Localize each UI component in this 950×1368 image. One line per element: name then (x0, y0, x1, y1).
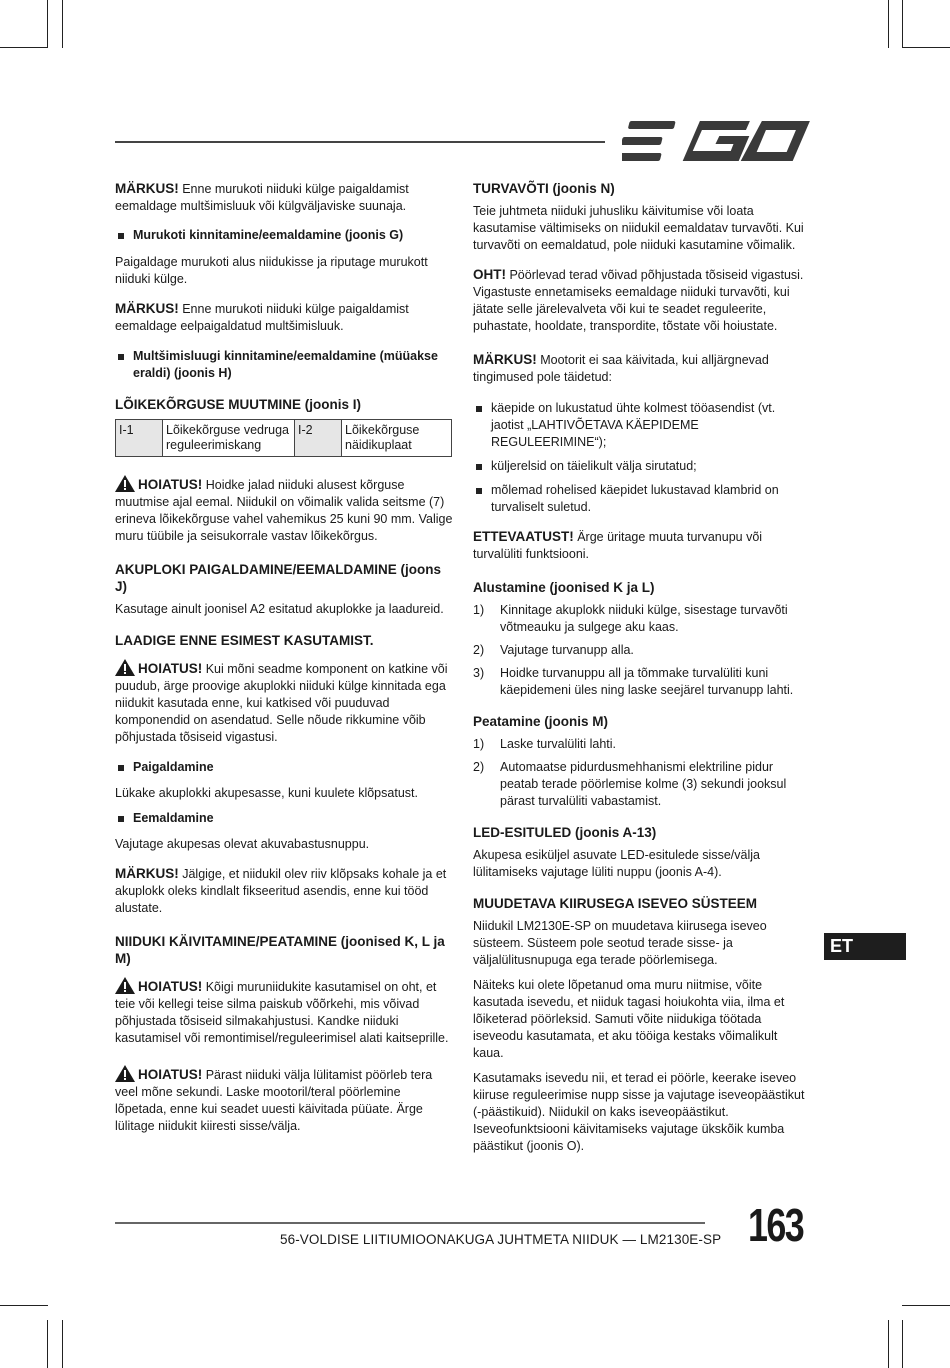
section-heading: LED-ESITULED (joonis A-13) (473, 825, 657, 840)
paragraph: Lükake akuplokki akupesasse, kuni kuulete klõpsatust. (115, 786, 418, 800)
section-heading: TURVAVÕTI (joonis N) (473, 181, 615, 196)
warning-icon (115, 1065, 135, 1082)
paragraph: Kasutage ainult joonisel A2 esitatud akuplokke ja laadureid. (115, 602, 444, 616)
footer-text: 56-VOLDISE LIITIUMIOONAKUGA JUHTMETA NIIDUK — LM2130E-SP (280, 1232, 722, 1247)
header-rule (115, 141, 605, 143)
square-bullet-icon (118, 233, 124, 239)
warning-text: Kui mõni seadme komponent on katkine või puudub, ärge proovige akuplokki niiduki külge kinnitada ega niidukit kasutada enne, kui katkised või puuduvad komponendid on asendatud. Selle nõude rikkumine võib põhjustada tõsiseid vigastusi. (115, 662, 448, 744)
note-text: Enne murukoti niiduki külge paigaldamist eemaldage multšimisluuk või külgväljaviske suunaja. (115, 182, 409, 213)
note (115, 180, 455, 215)
numbered-step (473, 665, 811, 699)
bullet-text: Multšimisluugi kinnitamine/eemaldamine (müüakse eraldi) (joonis H) (133, 349, 438, 380)
bullet-item (115, 348, 455, 382)
section-heading: AKUPLOKI PAIGALDAMINE/EEMALDAMINE (joons J) (115, 562, 441, 594)
bullet-text: Eemaldamine (133, 811, 214, 825)
numbered-step (473, 602, 811, 636)
paragraph: Paigaldage murukoti alus niidukisse ja riputage murukott niiduki külge. (115, 255, 428, 286)
step-text: Vajutage turvanupp alla. (500, 643, 634, 657)
warning-text: Hoidke jalad niiduki alusest kõrguse muutmise ajal eemal. Niidukil on võimalik valida seitsme (7) erineva lõikekõrguse vahel vahemikus 25 kuni 90 mm. Valige muru tüübile ja seisukorrale vastav lõikekõrgus. (115, 478, 453, 543)
list-item (473, 482, 811, 516)
section-heading: Alustamine (joonised K ja L) (473, 580, 655, 595)
table-cell: I-1 (116, 420, 163, 457)
crop-mark (902, 47, 950, 48)
warning-icon (115, 977, 135, 994)
bullet-item (115, 810, 455, 827)
start-steps (473, 602, 811, 699)
right-column (473, 180, 811, 1163)
page-number: 163 (748, 1199, 804, 1251)
warning-label: HOIATUS! (138, 661, 203, 676)
warning (115, 659, 455, 746)
parts-table (115, 419, 452, 457)
warning-icon (115, 659, 135, 676)
numbered-step (473, 736, 811, 753)
bullet-text: Murukoti kinnitamine/eemaldamine (joonis G) (133, 228, 404, 242)
note (115, 300, 455, 335)
table-cell: Lõikekõrguse näidikuplaat (342, 420, 452, 457)
step-number: 1) (473, 737, 485, 751)
list-item (473, 458, 811, 475)
caution-label: ETTEVAATUST! (473, 529, 574, 544)
note-label: MÄRKUS! (115, 181, 179, 196)
step-number: 1) (473, 603, 485, 617)
section-heading: LAADIGE ENNE ESIMEST KASUTAMIST. (115, 633, 374, 648)
square-bullet-icon (118, 816, 124, 822)
bullet-text: Paigaldamine (133, 760, 214, 774)
left-column (115, 180, 455, 1143)
section-heading: MUUDETAVA KIIRUSEGA ISEVEO SÜSTEEM (473, 896, 758, 911)
crop-mark (888, 1320, 889, 1368)
bullet-item (115, 759, 455, 776)
warning-text: Kõigi muruniidukite kasutamisel on oht, et teie või kellegi teise silma paiskub võõrkehi, mis võivad põhjustada tõsiseid silmakahjustusi. Kandke niiduki kasutamisel või remontimisel/reguleerimisel alati kaitseprille. (115, 980, 449, 1045)
square-bullet-icon (476, 488, 482, 494)
table-cell: Lõikekõrguse vedruga reguleerimiskang (163, 420, 295, 457)
step-number: 2) (473, 760, 485, 774)
square-bullet-icon (476, 406, 482, 412)
warning-label: HOIATUS! (138, 477, 203, 492)
stop-steps (473, 736, 811, 810)
warning (115, 977, 455, 1047)
danger-label: OHT! (473, 267, 506, 282)
caution-note (473, 528, 811, 563)
crop-mark (62, 0, 63, 48)
table-cell: I-2 (295, 420, 342, 457)
crop-mark (902, 1320, 903, 1368)
step-text: Automaatse pidurdusmehhanismi elektriline pidur peatab terade pöörlemise kolme (3) sekundi jooksul pärast turvalüliti vabastamist. (500, 760, 787, 808)
note-label: MÄRKUS! (473, 352, 537, 367)
crop-mark (0, 1305, 48, 1306)
warning (115, 1065, 455, 1135)
note-label: MÄRKUS! (115, 866, 179, 881)
square-bullet-icon (118, 354, 124, 360)
note-text: Enne murukoti niiduki külge paigaldamist eemaldage eelpaigaldatud multšimisluuk. (115, 302, 409, 333)
footer-rule (115, 1222, 705, 1224)
list-item-text: küljerelsid on täielikult välja sirutatud; (491, 459, 697, 473)
danger-text: Pöörlevad terad võivad põhjustada tõsiseid vigastusi. Vigastuste ennetamiseks eemaldage niiduki turvavõti, kui jätate selle järelevalveta või kui te seadet reguleerite, puhastate, hooldate, transpordite, tõstate või hoiustate. (473, 268, 804, 333)
warning-label: HOIATUS! (138, 1067, 203, 1082)
square-bullet-icon (476, 464, 482, 470)
caution-text: Ärge üritage muuta turvanupu või turvalüliti funktsiooni. (473, 530, 763, 561)
paragraph: Niidukil LM2130E-SP on muudetava kiirusega iseveo süsteem. Süsteem pole seotud terade sisse- ja väljalülitusnupuga ega terade pöörlemisega. (473, 919, 767, 967)
list-item (473, 400, 811, 451)
crop-mark (902, 0, 903, 48)
step-text: Hoidke turvanuppu all ja tõmmake turvalüliti kuni käepidemeni üles ning laske seejärel turvanupp lahti. (500, 666, 794, 697)
condition-list (473, 400, 811, 516)
warning-label: HOIATUS! (138, 979, 203, 994)
crop-mark (47, 0, 48, 48)
step-number: 2) (473, 643, 485, 657)
numbered-step (473, 759, 811, 810)
step-number: 3) (473, 666, 485, 680)
paragraph: Teie juhtmeta niiduki juhusliku käivitumise või loata kasutamise vältimiseks on niidukil eemaldatav turvavõti. Kui turvavõti on eemaldatud, pole niiduki kasutamine võimalik. (473, 204, 804, 252)
step-text: Kinnitage akuplokk niiduki külge, sisestage turvavõti võtmeauku ja sulgege aku kaas. (500, 603, 788, 634)
crop-mark (47, 1320, 48, 1368)
paragraph: Akupesa esiküljel asuvate LED-esitulede sisse/välja lülitamiseks vajutage lüliti nuppu (joonis A-4). (473, 848, 760, 879)
list-item-text: mõlemad rohelised käepidet lukustavad klambrid on turvaliselt suletud. (491, 483, 779, 514)
ego-logo (622, 120, 810, 162)
table-row (116, 420, 452, 457)
note (473, 351, 811, 386)
paragraph: Kasutamaks isevedu nii, et terad ei pöörle, keerake iseveo kiiruse reguleerimise nupp sisse ja vajutage iseveopäästikut (-päästikuid). Niidukil on kaks iseveopäästikut. Iseveofunktsiooni käivitamiseks vajutage ükskõik kumba päästikut (joonis O). (473, 1071, 805, 1153)
warning-text: Pärast niiduki välja lülitamist pöörleb tera veel mõne sekundi. Laske mootoril/teral pöörlemine lõpetada, enne kui seadet uuesti käivitada püüate. Ärge lülitage niidukit kiiresti sisse/välja. (115, 1068, 433, 1133)
square-bullet-icon (118, 765, 124, 771)
crop-mark (62, 1320, 63, 1368)
crop-mark (902, 1305, 950, 1306)
warning-icon (115, 475, 135, 492)
numbered-step (473, 642, 811, 659)
crop-mark (0, 47, 48, 48)
paragraph: Näiteks kui olete lõpetanud oma muru niitmise, võite kasutada isevedu, et niiduk tagasi hoiukohta viia, ilma et lõiketerad pöörleksid. Samuti võite niidukiga töötada iseveodu kasutamata, et aku tööiga kestaks võimalikult kaua. (473, 978, 785, 1060)
note (115, 865, 455, 917)
section-heading: Peatamine (joonis M) (473, 714, 609, 729)
list-item-text: käepide on lukustatud ühte kolmest tööasendist (vt. jaotist „LAHTIVÕETAVA KÄEPIDEME REGULEERIMINE“); (491, 401, 776, 449)
warning (115, 475, 455, 545)
language-tab: ET (824, 933, 906, 960)
paragraph: Vajutage akupesas olevat akuvabastusnuppu. (115, 837, 370, 851)
note-text: Jälgige, et niidukil olev riiv klõpsaks kohale ja et akuplokk oleks kindlalt fikseeritud asendis, enne kui tööd alustate. (115, 867, 447, 915)
section-heading: NIIDUKI KÄIVITAMINE/PEATAMINE (joonised K, L ja M) (115, 934, 445, 966)
crop-mark (888, 0, 889, 48)
note-label: MÄRKUS! (115, 301, 179, 316)
section-heading: LÕIKEKÕRGUSE MUUTMINE (joonis I) (115, 397, 361, 412)
step-text: Laske turvalüliti lahti. (500, 737, 617, 751)
bullet-item (115, 227, 455, 244)
danger-note (473, 266, 811, 335)
note-text: Mootorit ei saa käivitada, kui alljärgnevad tingimused pole täidetud: (473, 353, 769, 384)
